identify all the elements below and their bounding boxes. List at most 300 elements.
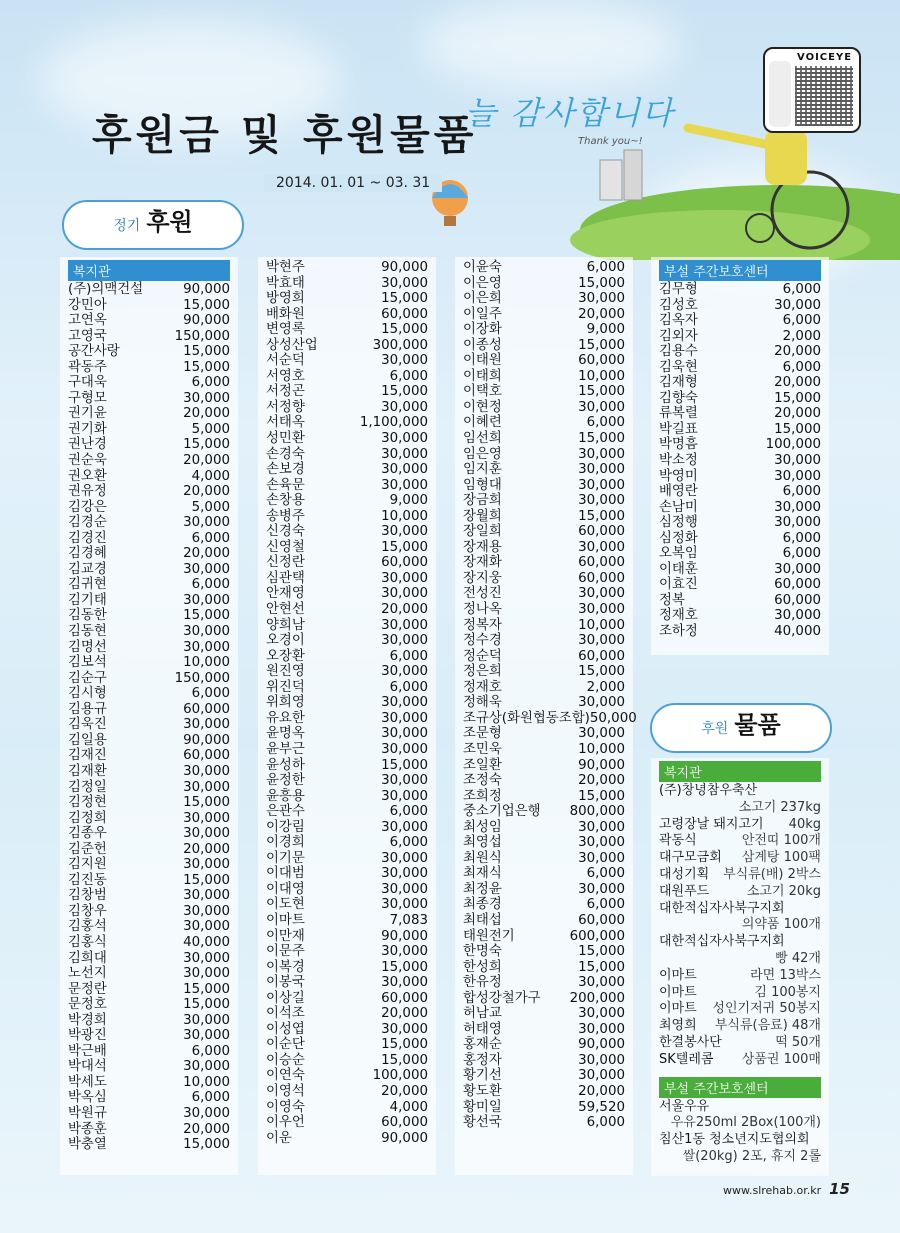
- gift-item: 떡 50개: [775, 1034, 821, 1050]
- donor-row: [659, 562, 821, 578]
- donation-amount: 30,000: [381, 633, 428, 649]
- donation-amount: 30,000: [183, 857, 230, 873]
- donor-row: [463, 804, 625, 820]
- donation-amount: 15,000: [578, 664, 625, 680]
- donor-name: 양희남: [266, 617, 305, 633]
- donor-name: 구대욱: [68, 375, 107, 391]
- donation-amount: 30,000: [381, 664, 428, 680]
- footer: [723, 1180, 850, 1198]
- donation-amount: 30,000: [183, 950, 230, 966]
- donor-row: [68, 982, 230, 998]
- donor-row: [266, 633, 428, 649]
- donor-row: [68, 329, 230, 345]
- donation-amount: 60,000: [578, 555, 625, 571]
- donor-row: [463, 897, 625, 913]
- donor-name: 안재영: [266, 586, 305, 602]
- donation-amount: 30,000: [381, 399, 428, 415]
- donor-row: [463, 602, 625, 618]
- donor-name: 한성희: [463, 959, 502, 975]
- donation-amount: 60,000: [578, 570, 625, 586]
- donor-name: 한명숙: [463, 944, 502, 960]
- donor-name: 이운: [266, 1130, 292, 1146]
- donor-row: [463, 447, 625, 463]
- donor-name: 이상길: [266, 990, 305, 1006]
- donor-name: 황기선: [463, 1068, 502, 1084]
- donor-row: [266, 944, 428, 960]
- gift-row: [659, 884, 821, 901]
- gift-item: 소고기 237kg: [738, 799, 821, 815]
- donor-name: 이영석: [266, 1083, 305, 1099]
- donor-name: 박영미: [659, 468, 698, 484]
- donor-row: [463, 866, 625, 882]
- donor-row: [68, 640, 230, 656]
- donor-name: 박효태: [266, 275, 305, 291]
- donor-name: 김창우: [68, 903, 107, 919]
- donor-row: [68, 593, 230, 609]
- gift-item: 김 100봉지: [754, 984, 821, 1000]
- donation-amount: 30,000: [578, 1006, 625, 1022]
- donor-row: [68, 811, 230, 827]
- goods-head-daycare: 부설 주간보호센터: [659, 1077, 821, 1098]
- donor-name: 김진동: [68, 872, 107, 888]
- donation-amount: 50,000: [589, 710, 637, 726]
- gift-donor: 침산1동 청소년지도협의회: [659, 1132, 810, 1148]
- donation-amount: 20,000: [381, 1006, 428, 1022]
- donation-amount: 15,000: [578, 959, 625, 975]
- donor-row: [68, 857, 230, 873]
- donation-amount: 200,000: [569, 990, 625, 1006]
- donation-amount: 30,000: [183, 763, 230, 779]
- donation-amount: 10,000: [183, 655, 230, 671]
- donation-amount: 15,000: [183, 997, 230, 1013]
- donation-amount: 15,000: [381, 959, 428, 975]
- donation-amount: 30,000: [183, 919, 230, 935]
- donor-row: [68, 608, 230, 624]
- donation-amount: 30,000: [774, 297, 821, 313]
- donor-row: [463, 1084, 625, 1100]
- donor-name: 이일주: [463, 306, 502, 322]
- donor-name: 김강은: [68, 499, 107, 515]
- donation-amount: 20,000: [578, 1083, 625, 1099]
- donation-amount: 10,000: [183, 1074, 230, 1090]
- donation-amount: 30,000: [381, 524, 428, 540]
- donor-name: 위희영: [266, 695, 305, 711]
- donation-amount: 30,000: [381, 446, 428, 462]
- donation-amount: 15,000: [381, 384, 428, 400]
- donor-row: [463, 851, 625, 867]
- donor-name: 이도현: [266, 897, 305, 913]
- period-label: 2014. 01. 01 ~ 03. 31: [264, 174, 442, 192]
- donor-name: 이봉국: [266, 975, 305, 991]
- donation-amount: 6,000: [782, 282, 821, 297]
- donor-name: 유요한: [266, 710, 305, 726]
- donation-amount: 100,000: [765, 437, 821, 453]
- donor-row: [266, 353, 428, 369]
- gift-item: 의약품 100개: [741, 917, 821, 933]
- donation-amount: 15,000: [183, 872, 230, 888]
- donor-name: 서정곤: [266, 384, 305, 400]
- donation-amount: 20,000: [774, 344, 821, 360]
- donation-amount: 6,000: [782, 546, 821, 562]
- donation-amount: 5,000: [191, 421, 230, 437]
- donor-name: 권오환: [68, 468, 107, 484]
- donor-name: 윤성하: [266, 757, 305, 773]
- donor-name: 김옥자: [659, 313, 698, 329]
- donation-amount: 6,000: [191, 530, 230, 546]
- donation-amount: 30,000: [381, 881, 428, 897]
- donor-name: 구형모: [68, 390, 107, 406]
- donor-row: [659, 406, 821, 422]
- donor-row: [463, 369, 625, 385]
- donor-name: 상성산업: [266, 337, 318, 353]
- donor-name: 장재용: [463, 539, 502, 555]
- donation-amount: 90,000: [381, 928, 428, 944]
- donor-row: [68, 873, 230, 889]
- donation-amount: 30,000: [183, 826, 230, 842]
- donor-name: 이태희: [463, 368, 502, 384]
- donor-row: [68, 546, 230, 562]
- donor-row: [68, 515, 230, 531]
- donor-name: 류복렬: [659, 406, 698, 422]
- donor-name: 손육문: [266, 477, 305, 493]
- donor-rows: [659, 282, 821, 640]
- donor-name: 김경혜: [68, 546, 107, 562]
- donation-amount: 30,000: [183, 1105, 230, 1121]
- donor-row: [463, 338, 625, 354]
- donor-row: [266, 1100, 428, 1116]
- donor-row: [266, 369, 428, 385]
- greeting-english: Thank you~!: [578, 136, 643, 147]
- donor-row: [266, 929, 428, 945]
- donation-amount: 100,000: [372, 1068, 428, 1084]
- donor-name: 장일희: [463, 524, 502, 540]
- donor-column-3: [455, 257, 637, 1175]
- donor-row: [463, 400, 625, 416]
- donor-name: 최원식: [463, 850, 502, 866]
- donor-row: [266, 664, 428, 680]
- donor-name: 최종경: [463, 897, 502, 913]
- donor-row: [463, 680, 625, 696]
- donor-name: 김외자: [659, 328, 698, 344]
- donation-amount: 4,000: [191, 468, 230, 484]
- donation-amount: 20,000: [774, 406, 821, 422]
- donation-amount: 6,000: [191, 577, 230, 593]
- donation-amount: 60,000: [381, 1115, 428, 1131]
- donation-amount: 6,000: [389, 368, 428, 384]
- donation-amount: 6,000: [389, 835, 428, 851]
- donor-row: [463, 462, 625, 478]
- donation-amount: 7,083: [389, 912, 428, 928]
- donor-row: [266, 260, 428, 276]
- donor-row: [68, 344, 230, 360]
- donation-amount: 6,000: [389, 804, 428, 820]
- donor-name: 김홍식: [68, 934, 107, 950]
- gift-item: 상품권 100매: [741, 1051, 821, 1067]
- donor-name: 김재진: [68, 748, 107, 764]
- donation-amount: 2,000: [586, 679, 625, 695]
- donor-name: 공간사랑: [68, 344, 120, 360]
- donor-name: 배영란: [659, 484, 698, 500]
- donation-amount: 10,000: [578, 741, 625, 757]
- donation-amount: 15,000: [183, 344, 230, 360]
- donation-amount: 15,000: [381, 1037, 428, 1053]
- donor-name: 정순덕: [463, 648, 502, 664]
- pill-big-text: 후원: [146, 208, 193, 236]
- donor-row: [68, 469, 230, 485]
- donor-row: [68, 360, 230, 376]
- donor-name: 김시형: [68, 686, 107, 702]
- donation-amount: 30,000: [183, 1059, 230, 1075]
- donation-amount: 30,000: [381, 353, 428, 369]
- donor-row: [266, 960, 428, 976]
- donation-amount: 800,000: [569, 804, 625, 820]
- donation-amount: 60,000: [578, 912, 625, 928]
- donor-name: 변영록: [266, 322, 305, 338]
- donation-amount: 20,000: [183, 484, 230, 500]
- donation-amount: 6,000: [782, 359, 821, 375]
- gift-item: 라면 13박스: [750, 967, 821, 983]
- donor-row: [463, 929, 625, 945]
- donor-row: [68, 1075, 230, 1091]
- donation-amount: 10,000: [578, 617, 625, 633]
- donation-amount: 30,000: [774, 453, 821, 469]
- donor-row: [68, 1013, 230, 1029]
- donor-row: [266, 462, 428, 478]
- donor-row: [463, 509, 625, 525]
- donor-name: 이우언: [266, 1115, 305, 1131]
- donor-row: [68, 375, 230, 391]
- donor-name: 장지웅: [463, 570, 502, 586]
- gift-donor: 이마트: [659, 967, 697, 983]
- donation-amount: 15,000: [381, 757, 428, 773]
- donor-name: 윤흥용: [266, 788, 305, 804]
- donor-row: [266, 866, 428, 882]
- donor-name: 정나옥: [463, 602, 502, 618]
- donation-amount: 90,000: [183, 282, 230, 297]
- donation-amount: 20,000: [183, 453, 230, 469]
- donor-name: 이윤숙: [463, 260, 502, 275]
- donor-row: [266, 493, 428, 509]
- donor-row: [266, 913, 428, 929]
- donation-amount: 20,000: [578, 306, 625, 322]
- donor-name: 김지원: [68, 857, 107, 873]
- donor-name: 이기문: [266, 850, 305, 866]
- donor-name: 이은영: [463, 275, 502, 291]
- donor-name: 김성호: [659, 297, 698, 313]
- donor-name: 김욱현: [659, 359, 698, 375]
- donor-name: 위진덕: [266, 679, 305, 695]
- donor-name: 권유정: [68, 484, 107, 500]
- gift-donor: 한결봉사단: [659, 1034, 722, 1050]
- donation-amount: 15,000: [774, 421, 821, 437]
- donor-name: 최정윤: [463, 881, 502, 897]
- donation-amount: 30,000: [183, 592, 230, 608]
- donor-row: [68, 437, 230, 453]
- gift-item: 우유250ml 2Box(100개): [670, 1115, 821, 1131]
- donor-name: 오복임: [659, 546, 698, 562]
- donation-amount: 6,000: [191, 1090, 230, 1106]
- donation-amount: 30,000: [183, 717, 230, 733]
- donor-row: [68, 282, 230, 298]
- donor-row: [463, 524, 625, 540]
- donation-amount: 30,000: [183, 1028, 230, 1044]
- donation-amount: 30,000: [774, 515, 821, 531]
- gift-item: 부식류(음료) 48개: [714, 1018, 821, 1034]
- donation-amount: 30,000: [183, 903, 230, 919]
- gift-item: 빵 42개: [775, 950, 821, 966]
- donation-amount: 6,000: [191, 686, 230, 702]
- donor-row: [463, 1100, 625, 1116]
- donor-row: [463, 649, 625, 665]
- donor-name: 이대범: [266, 866, 305, 882]
- donor-name: 조규상(화원협동조합): [463, 710, 590, 726]
- donation-amount: 2,000: [782, 328, 821, 344]
- donor-row: [659, 624, 821, 640]
- gift-donor: 대한적십자사북구지회: [659, 934, 785, 950]
- donor-name: 박경희: [68, 1012, 107, 1028]
- donation-amount: 30,000: [774, 468, 821, 484]
- donor-row: [266, 820, 428, 836]
- gift-donor: 최영희: [659, 1018, 697, 1034]
- donor-name: 고연옥: [68, 313, 107, 329]
- donor-name: 정재호: [463, 679, 502, 695]
- donor-name: 이강림: [266, 819, 305, 835]
- donation-amount: 30,000: [578, 462, 625, 478]
- donor-name: 김준헌: [68, 841, 107, 857]
- donation-amount: 15,000: [381, 291, 428, 307]
- donation-amount: 30,000: [578, 446, 625, 462]
- greeting-script: 늘 감사합니다: [465, 94, 675, 132]
- donor-row: [463, 835, 625, 851]
- donation-amount: 20,000: [183, 546, 230, 562]
- donation-amount: 4,000: [389, 1099, 428, 1115]
- donor-name: 윤부근: [266, 741, 305, 757]
- donor-row: [659, 469, 821, 485]
- donor-column-2: [258, 257, 436, 1175]
- donation-amount: 30,000: [578, 399, 625, 415]
- donor-name: 심관택: [266, 570, 305, 586]
- donation-amount: 15,000: [381, 322, 428, 338]
- donation-amount: 20,000: [774, 375, 821, 391]
- donor-row: [68, 888, 230, 904]
- donation-amount: 90,000: [381, 260, 428, 275]
- donor-name: 정복: [659, 592, 685, 608]
- donation-amount: 15,000: [183, 608, 230, 624]
- donor-name: 문정란: [68, 981, 107, 997]
- gift-item: 40kg: [788, 816, 821, 832]
- donor-row: [659, 577, 821, 593]
- donation-amount: 30,000: [381, 975, 428, 991]
- donor-row: [266, 524, 428, 540]
- donor-row: [266, 975, 428, 991]
- donor-name: 장월희: [463, 508, 502, 524]
- gift-donor: 대성기획: [659, 866, 710, 882]
- donation-amount: 6,000: [389, 679, 428, 695]
- donation-amount: 6,000: [586, 1115, 625, 1131]
- donation-amount: 15,000: [381, 1052, 428, 1068]
- donation-amount: 30,000: [381, 1021, 428, 1037]
- donation-amount: 15,000: [183, 359, 230, 375]
- goods-support-pill: [650, 703, 832, 753]
- donor-name: 정은희: [463, 664, 502, 680]
- donor-name: 김창범: [68, 888, 107, 904]
- donor-row: [68, 748, 230, 764]
- donor-row: [68, 702, 230, 718]
- donor-name: 박세도: [68, 1074, 107, 1090]
- donor-name: 전성진: [463, 586, 502, 602]
- donor-name: 원진영: [266, 664, 305, 680]
- donation-amount: 6,000: [191, 1043, 230, 1059]
- donor-row: [266, 789, 428, 805]
- donor-name: 심정행: [659, 515, 698, 531]
- donor-row: [68, 904, 230, 920]
- column-head: 부설 주간보호센터: [659, 260, 821, 281]
- donation-amount: 90,000: [381, 1130, 428, 1146]
- donor-row: [266, 835, 428, 851]
- donation-amount: 300,000: [372, 337, 428, 353]
- donor-name: 오장환: [266, 648, 305, 664]
- donor-row: [659, 593, 821, 609]
- gift-row: [659, 1001, 821, 1018]
- donor-row: [68, 453, 230, 469]
- donor-name: 이연숙: [266, 1068, 305, 1084]
- donor-row: [68, 686, 230, 702]
- donation-amount: 30,000: [381, 617, 428, 633]
- donor-name: 윤정한: [266, 773, 305, 789]
- donation-amount: 30,000: [578, 633, 625, 649]
- donor-row: [463, 882, 625, 898]
- donor-name: 김종우: [68, 826, 107, 842]
- donation-amount: 1,100,000: [359, 415, 428, 431]
- donor-name: 임선희: [463, 431, 502, 447]
- donor-name: 김정현: [68, 795, 107, 811]
- donation-amount: 90,000: [183, 313, 230, 329]
- donation-amount: 6,000: [586, 897, 625, 913]
- donation-amount: 15,000: [183, 297, 230, 313]
- page-number: 15: [829, 1180, 850, 1198]
- donor-row: [68, 1122, 230, 1138]
- donor-row: [266, 1115, 428, 1131]
- donor-name: 김용규: [68, 701, 107, 717]
- donor-row: [463, 991, 625, 1007]
- donation-amount: 60,000: [183, 748, 230, 764]
- donor-name: 방영희: [266, 291, 305, 307]
- donor-row: [659, 608, 821, 624]
- donation-amount: 15,000: [183, 981, 230, 997]
- gift-donor: 대한적십자사북구지회: [659, 900, 785, 916]
- donor-name: 이현정: [463, 399, 502, 415]
- donor-name: 이혜련: [463, 415, 502, 431]
- donation-amount: 15,000: [183, 795, 230, 811]
- donor-name: 서순덕: [266, 353, 305, 369]
- pill-small-text: 후원: [701, 721, 729, 737]
- donor-name: 정해욱: [463, 695, 502, 711]
- donation-amount: 30,000: [183, 1012, 230, 1028]
- donor-name: 이태원: [463, 353, 502, 369]
- donation-amount: 40,000: [183, 934, 230, 950]
- donor-row: [266, 602, 428, 618]
- donor-row: [659, 282, 821, 298]
- donor-name: 최영섭: [463, 835, 502, 851]
- donation-amount: 30,000: [578, 493, 625, 509]
- donor-row: [68, 391, 230, 407]
- page-title: 후원금 및 후원물품: [92, 111, 478, 159]
- donor-row: [266, 447, 428, 463]
- donor-row: [266, 1022, 428, 1038]
- donation-amount: 30,000: [578, 1068, 625, 1084]
- donor-name: 최재식: [463, 866, 502, 882]
- donor-name: 곽동주: [68, 359, 107, 375]
